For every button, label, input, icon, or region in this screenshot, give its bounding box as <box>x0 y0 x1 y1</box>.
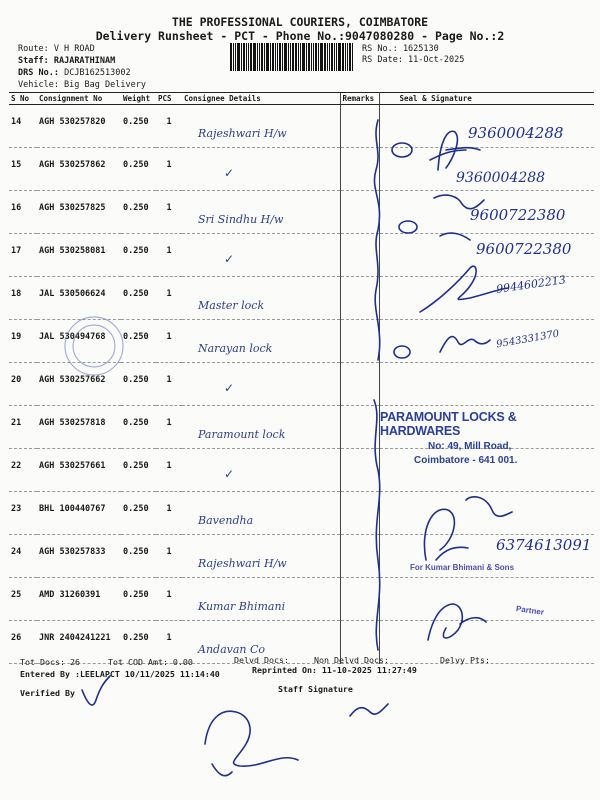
barcode-bar <box>349 43 351 71</box>
barcode-bar <box>233 43 234 71</box>
staff-signature-ink <box>350 704 388 716</box>
row-consignee <box>182 148 340 191</box>
row-consignment: BHL 100440767 <box>37 492 121 535</box>
row-consignment: AGH 530257825 <box>37 191 121 234</box>
row-sno: 20 <box>9 363 37 406</box>
handwritten-consignee: Andavan Co <box>198 643 266 656</box>
col-consignee: Consignee Details <box>182 93 340 105</box>
barcode-bar <box>300 43 301 71</box>
row-consignee <box>182 234 340 277</box>
handwritten-phone: 9600722380 <box>476 240 572 258</box>
row-pcs: 1 <box>156 191 182 234</box>
row-weight: 0.250 <box>121 148 156 191</box>
barcode-bar <box>290 43 291 71</box>
non-delivered-docs: Non Delvd Docs: <box>314 655 389 665</box>
barcode-bar <box>237 43 240 71</box>
barcode-bar <box>250 43 252 71</box>
row-remarks <box>340 449 379 492</box>
barcode-bar <box>331 43 333 71</box>
barcode-bar <box>298 43 299 71</box>
row-sno: 17 <box>9 234 37 277</box>
row-remarks <box>340 148 379 191</box>
document-title: THE PROFESSIONAL COURIERS, COIMBATORE <box>171 15 429 29</box>
barcode-bar <box>334 43 335 71</box>
table-body <box>9 105 594 664</box>
row-consignee <box>182 105 340 148</box>
row-consignment: JAL 530506624 <box>37 277 121 320</box>
document-subtitle: Delivery Runsheet - PCT - Phone No.:9047080280 - Page No.:2 <box>95 29 505 43</box>
verified-signature <box>82 676 110 705</box>
row-consignment: AGH 530257662 <box>37 363 121 406</box>
paramount-stamp <box>380 410 600 466</box>
col-remarks: Remarks <box>340 93 379 105</box>
entered-by: Entered By :LEELAPCT 10/11/2025 11:14:40 <box>20 669 220 679</box>
row-pcs: 1 <box>156 363 182 406</box>
barcode-bar <box>284 43 287 71</box>
row-consignee <box>182 277 340 320</box>
barcode-bar <box>295 43 297 71</box>
row-sno: 14 <box>9 105 37 148</box>
table-header <box>9 93 594 105</box>
handwritten-phone: 9360004288 <box>456 170 546 186</box>
barcode-bar <box>275 43 276 71</box>
handwritten-consignee: Kumar Bhimani <box>198 600 286 613</box>
row-remarks <box>340 406 379 449</box>
table-row <box>9 621 594 664</box>
handwritten-phone: 9543331370 <box>495 328 561 351</box>
reprinted-on: Reprinted On: 11-10-2025 11:27:49 <box>252 665 417 675</box>
row-remarks <box>340 191 379 234</box>
handwritten-consignee: Bavendha <box>198 514 254 527</box>
row-remarks <box>340 578 379 621</box>
row-consignee <box>182 406 340 449</box>
row-consignee <box>182 320 340 363</box>
row-weight: 0.250 <box>121 406 156 449</box>
rs-date: RS Date: 11-Oct-2025 <box>362 55 465 65</box>
row-pcs: 1 <box>156 492 182 535</box>
row-consignment: AGH 530257661 <box>37 449 121 492</box>
barcode-bar <box>336 43 337 71</box>
vehicle-label: Vehicle: Big Bag Delivery <box>18 80 146 90</box>
row-pcs: 1 <box>156 535 182 578</box>
staff-label: Staff: <box>18 56 49 66</box>
row-pcs: 1 <box>156 148 182 191</box>
barcode-bar <box>248 43 249 71</box>
check-mark-icon: ✓ <box>224 381 235 395</box>
row-sno: 18 <box>9 277 37 320</box>
row-pcs: 1 <box>156 320 182 363</box>
row-weight: 0.250 <box>121 191 156 234</box>
barcode-bar <box>270 43 271 71</box>
row-weight: 0.250 <box>121 492 156 535</box>
row-pcs: 1 <box>156 406 182 449</box>
row-consignee <box>182 363 340 406</box>
drs-label: DRS No.: <box>18 68 59 78</box>
handwritten-consignee: Narayan lock <box>198 342 273 355</box>
kumar-stamp-partner: Partner <box>515 604 545 617</box>
stamp-address: No: 49, Mill Road, <box>428 441 512 452</box>
barcode-bar <box>308 43 310 71</box>
table-row <box>9 492 594 535</box>
barcode-bar <box>266 43 269 71</box>
row-pcs: 1 <box>156 621 182 664</box>
row-weight: 0.250 <box>121 535 156 578</box>
handwritten-consignee: Master lock <box>198 299 265 312</box>
row-pcs: 1 <box>156 277 182 320</box>
row-remarks <box>340 492 379 535</box>
row-remarks <box>340 277 379 320</box>
kumar-stamp: For Kumar Bhimani & Sons <box>410 563 515 572</box>
barcode-bar <box>347 43 348 71</box>
col-consignment: Consignment No <box>37 93 121 105</box>
row-sno: 19 <box>9 320 37 363</box>
col-seal: Seal & Signature <box>379 93 594 105</box>
row-weight: 0.250 <box>121 363 156 406</box>
row-seal <box>379 578 594 621</box>
handwritten-consignee: Paramount lock <box>198 428 286 441</box>
row-consignment: AMD 31260391 <box>37 578 121 621</box>
barcode-bar <box>264 43 265 71</box>
row-pcs: 1 <box>156 578 182 621</box>
row-remarks <box>340 105 379 148</box>
barcode-bar <box>241 43 242 71</box>
barcode-bar <box>338 43 341 71</box>
col-sno: S No <box>9 93 37 105</box>
barcode-bar <box>261 43 263 71</box>
delivery-points: Delvy Pts: <box>440 655 490 665</box>
barcode-bar <box>235 43 236 71</box>
row-remarks <box>340 535 379 578</box>
row-remarks <box>340 363 379 406</box>
drs-number: DCJB162513002 <box>64 68 131 78</box>
row-consignment: AGH 530257820 <box>37 105 121 148</box>
row-sno: 15 <box>9 148 37 191</box>
staff-name: RAJARATHINAM <box>53 56 116 66</box>
barcode-bar <box>327 43 328 71</box>
row-sno: 26 <box>9 621 37 664</box>
barcode-bar <box>311 43 312 71</box>
barcode-bar <box>277 43 278 71</box>
row-seal <box>379 492 594 535</box>
row-seal <box>379 363 594 406</box>
route-label: Route: V H ROAD <box>18 44 95 54</box>
row-consignment: AGH 530257833 <box>37 535 121 578</box>
staff-signature-ink <box>205 711 298 775</box>
barcode-bar <box>320 43 323 71</box>
barcode-bar <box>272 43 274 71</box>
row-weight: 0.250 <box>121 320 156 363</box>
barcode-bar <box>246 43 247 71</box>
row-pcs: 1 <box>156 105 182 148</box>
stamp-company-name: PARAMOUNT LOCKS & HARDWARES <box>380 410 517 438</box>
barcode-bar <box>315 43 317 71</box>
row-sno: 21 <box>9 406 37 449</box>
barcode-bar <box>257 43 258 71</box>
stamp-city: Coimbatore - 641 001. <box>414 455 518 466</box>
col-pcs: PCS <box>156 93 182 105</box>
row-sno: 16 <box>9 191 37 234</box>
barcode-bar <box>345 43 346 71</box>
barcode-bar <box>259 43 260 71</box>
barcode-bar <box>306 43 307 71</box>
table-row <box>9 363 594 406</box>
handwritten-phone: 9600722380 <box>470 206 566 224</box>
barcode-bar <box>313 43 314 71</box>
handwritten-phone: 9360004288 <box>468 124 564 142</box>
row-sno: 25 <box>9 578 37 621</box>
col-weight: Weight <box>121 93 156 105</box>
barcode-bar <box>288 43 289 71</box>
barcode-bar <box>253 43 256 71</box>
row-weight: 0.250 <box>121 234 156 277</box>
row-pcs: 1 <box>156 449 182 492</box>
barcode-bar <box>352 43 353 71</box>
row-pcs: 1 <box>156 234 182 277</box>
check-mark-icon: ✓ <box>224 252 235 266</box>
barcode-bar <box>318 43 319 71</box>
barcode-bar <box>243 43 245 71</box>
verified-by-label: Verified By <box>20 688 75 698</box>
handwritten-phone: 9944602213 <box>495 273 567 296</box>
row-sno: 22 <box>9 449 37 492</box>
barcode-bar <box>324 43 326 71</box>
total-cod: Tot COD Amt: 0.00 <box>108 657 193 667</box>
handwritten-phone: 6374613091 <box>496 536 592 554</box>
row-weight: 0.250 <box>121 621 156 664</box>
handwritten-consignee: Rajeshwari H/w <box>198 557 287 570</box>
table-row <box>9 578 594 621</box>
row-consignment: AGH 530257818 <box>37 406 121 449</box>
drs-line <box>18 68 131 78</box>
staff-signature-label: Staff Signature <box>278 684 353 694</box>
barcode-bar <box>292 43 294 71</box>
row-weight: 0.250 <box>121 277 156 320</box>
row-consignee <box>182 191 340 234</box>
barcode-bar <box>302 43 305 71</box>
check-mark-icon: ✓ <box>224 467 235 481</box>
row-sno: 24 <box>9 535 37 578</box>
row-consignee <box>182 535 340 578</box>
row-consignee <box>182 578 340 621</box>
barcode-bar <box>329 43 330 71</box>
row-seal <box>379 320 594 363</box>
row-weight: 0.250 <box>121 449 156 492</box>
row-consignee <box>182 449 340 492</box>
row-weight: 0.250 <box>121 578 156 621</box>
row-consignment: AGH 530258081 <box>37 234 121 277</box>
row-remarks <box>340 234 379 277</box>
row-consignment: JAL 530494768 <box>37 320 121 363</box>
row-remarks <box>340 320 379 363</box>
handwritten-consignee: Rajeshwari H/w <box>198 127 287 140</box>
check-mark-icon: ✓ <box>224 166 235 180</box>
barcode-bar <box>342 43 344 71</box>
row-consignment: AGH 530257862 <box>37 148 121 191</box>
staff-line <box>18 56 115 66</box>
row-consignment: JNR 2404241221 <box>37 621 121 664</box>
barcode-bar <box>230 43 232 71</box>
barcode-bar <box>282 43 283 71</box>
delivered-docs: Delvd Docs: <box>234 655 289 665</box>
handwritten-consignee: Sri Sindhu H/w <box>198 213 284 226</box>
row-sno: 23 <box>9 492 37 535</box>
barcode <box>230 43 358 71</box>
row-consignee <box>182 492 340 535</box>
barcode-bar <box>279 43 281 71</box>
rs-number: RS No.: 1625130 <box>362 44 439 54</box>
total-docs: Tot Docs: 26 <box>20 657 80 667</box>
row-weight: 0.250 <box>121 105 156 148</box>
